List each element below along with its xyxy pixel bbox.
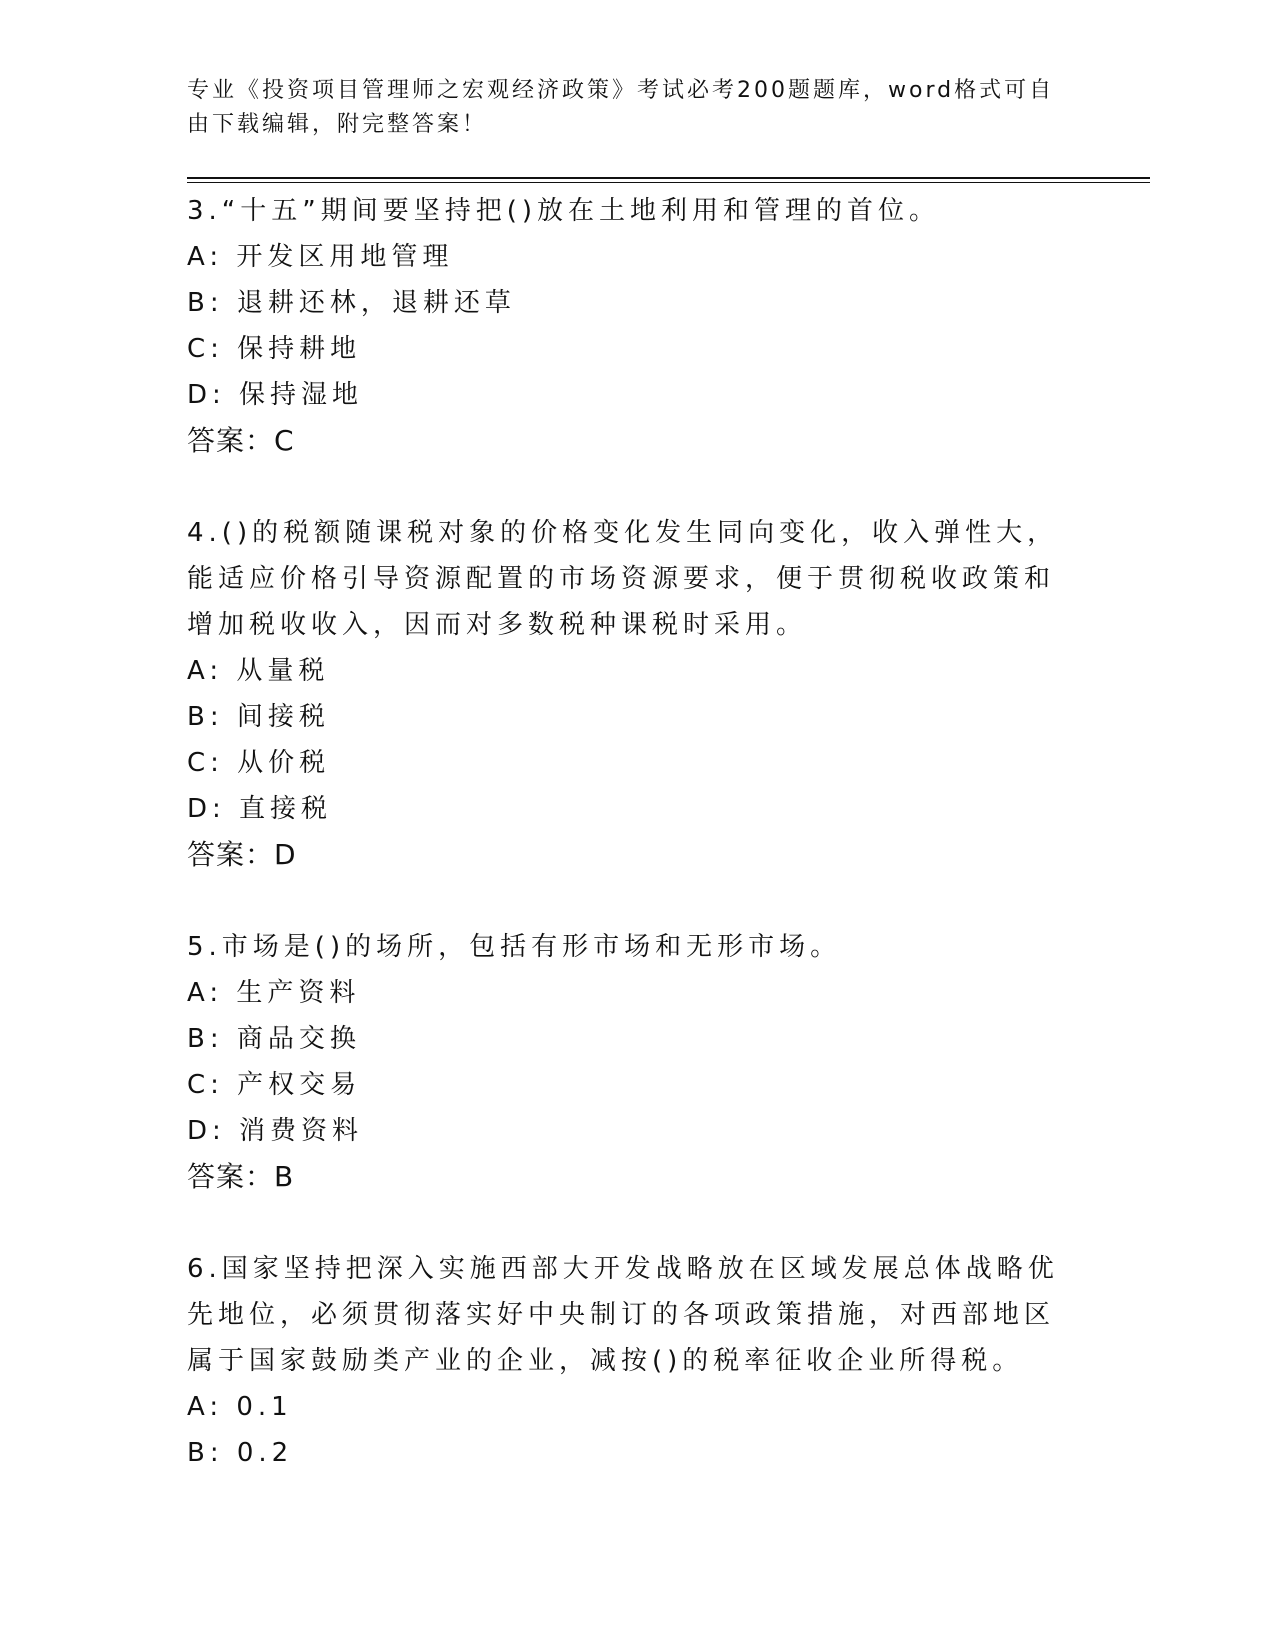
option-a: A: 生产资料	[187, 978, 361, 1008]
option-d: D: 消费资料	[187, 1116, 364, 1146]
option-d: D: 保持湿地	[187, 380, 364, 410]
question-list	[187, 188, 1067, 1476]
option-b: B: 退耕还林，退耕还草	[187, 288, 516, 318]
answer-line: 答案：C	[187, 424, 295, 457]
question-stem: 6.国家坚持把深入实施西部大开发战略放在区域发展总体战略优先地位，必须贯彻落实好中央制订的各项政策措施，对西部地区属于国家鼓励类产业的企业，减按()的税率征收企业所得税。	[187, 1254, 1059, 1376]
question-5	[187, 924, 1067, 1200]
option-a: A: 开发区用地管理	[187, 242, 454, 272]
option-a: A: 从量税	[187, 656, 330, 686]
option-b: B: 商品交换	[187, 1024, 361, 1054]
question-4	[187, 510, 1067, 878]
question-stem: 4.()的税额随课税对象的价格变化发生同向变化，收入弹性大，能适应价格引导资源配置的市场资源要求，便于贯彻税收政策和增加税收收入，因而对多数税种课税时采用。	[187, 518, 1059, 640]
header-divider-thick	[187, 177, 1150, 179]
question-stem: 3.“十五”期间要坚持把()放在土地利用和管理的首位。	[187, 196, 941, 226]
option-c: C: 产权交易	[187, 1070, 362, 1100]
document-header: 专业《投资项目管理师之宏观经济政策》考试必考200题题库，word格式可自由下载编辑，附完整答案！	[187, 78, 1055, 137]
option-d: D: 直接税	[187, 794, 333, 824]
option-c: C: 保持耕地	[187, 334, 362, 364]
option-c: C: 从价税	[187, 748, 331, 778]
answer-line: 答案：D	[187, 838, 297, 871]
question-stem: 5.市场是()的场所，包括有形市场和无形市场。	[187, 932, 842, 962]
header-divider-thin	[187, 182, 1150, 183]
option-b: B: 0.2	[187, 1438, 294, 1468]
question-6	[187, 1246, 1067, 1476]
option-b: B: 间接税	[187, 702, 330, 732]
option-a: A: 0.1	[187, 1392, 293, 1422]
answer-line: 答案：B	[187, 1160, 295, 1193]
question-3	[187, 188, 1067, 464]
